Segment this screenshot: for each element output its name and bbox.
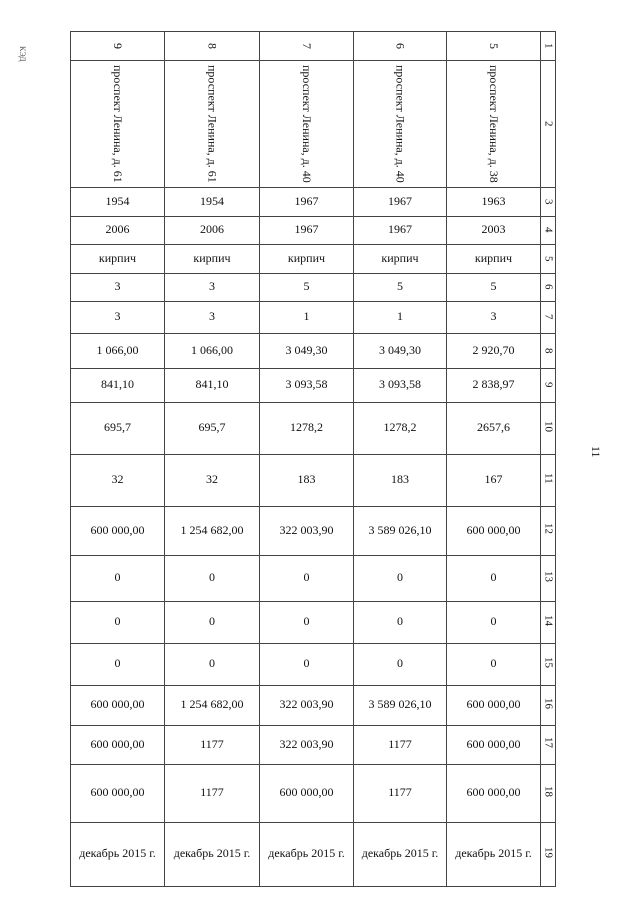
table-cell: 322 003,90 xyxy=(260,506,354,555)
table-cell: 600 000,00 xyxy=(447,764,541,822)
table-cell: 167 xyxy=(447,454,541,506)
table-row xyxy=(71,187,556,216)
address-cell: проспект Ленина, д. 61 xyxy=(165,61,260,188)
column-number-row xyxy=(71,32,556,61)
row-index-cell: 14 xyxy=(541,601,556,643)
table-cell: 0 xyxy=(71,601,165,643)
table-row xyxy=(71,216,556,244)
table-cell: 841,10 xyxy=(165,368,260,402)
table-row xyxy=(71,506,556,555)
table-cell: 600 000,00 xyxy=(447,725,541,764)
table-cell: 2 920,70 xyxy=(447,333,541,368)
table-cell: 3 xyxy=(165,273,260,301)
table-cell: 2003 xyxy=(447,216,541,244)
row-index-cell: 9 xyxy=(541,368,556,402)
table-cell: кирпич xyxy=(71,244,165,273)
page-mark: КЭД xyxy=(18,46,27,62)
table-cell: 1963 xyxy=(447,187,541,216)
table-cell: 600 000,00 xyxy=(447,685,541,725)
table-cell: 0 xyxy=(165,601,260,643)
column-number-cell: 7 xyxy=(260,32,354,61)
table-cell: 1 xyxy=(354,301,447,333)
table-cell: 3 xyxy=(71,301,165,333)
row-index-cell: 4 xyxy=(541,216,556,244)
table-cell: 0 xyxy=(354,555,447,601)
table-cell: 0 xyxy=(165,555,260,601)
table-cell: 1 xyxy=(260,301,354,333)
table-cell: 1 254 682,00 xyxy=(165,685,260,725)
address-cell: проспект Ленина, д. 40 xyxy=(260,61,354,188)
table-row xyxy=(71,822,556,886)
table-cell: 3 xyxy=(71,273,165,301)
table-cell: 1177 xyxy=(354,725,447,764)
row-index-cell: 13 xyxy=(541,555,556,601)
row-index-cell: 17 xyxy=(541,725,556,764)
column-number-cell: 6 xyxy=(354,32,447,61)
table-cell: 1967 xyxy=(260,187,354,216)
table-cell: 1967 xyxy=(354,187,447,216)
table-cell: 1278,2 xyxy=(354,402,447,454)
row-index-cell: 2 xyxy=(541,61,556,188)
building-data-table xyxy=(70,31,556,887)
row-index-cell: 15 xyxy=(541,643,556,685)
table-cell: 32 xyxy=(165,454,260,506)
address-cell: проспект Ленина, д. 40 xyxy=(354,61,447,188)
table-row xyxy=(71,643,556,685)
table-cell: декабрь 2015 г. xyxy=(354,822,447,886)
table-cell: декабрь 2015 г. xyxy=(71,822,165,886)
table-cell: кирпич xyxy=(354,244,447,273)
table-cell: декабрь 2015 г. xyxy=(165,822,260,886)
table-cell: 3 093,58 xyxy=(354,368,447,402)
table-cell: 1 066,00 xyxy=(71,333,165,368)
table-cell: кирпич xyxy=(260,244,354,273)
table-cell: 0 xyxy=(354,601,447,643)
table-cell: 2657,6 xyxy=(447,402,541,454)
table-row xyxy=(71,301,556,333)
row-index-cell: 3 xyxy=(541,187,556,216)
table-cell: 841,10 xyxy=(71,368,165,402)
table-cell: 2 838,97 xyxy=(447,368,541,402)
table-cell: 600 000,00 xyxy=(71,685,165,725)
table-cell: 0 xyxy=(71,643,165,685)
table-cell: 0 xyxy=(354,643,447,685)
row-index-cell: 6 xyxy=(541,273,556,301)
table-row xyxy=(71,685,556,725)
table-cell: 0 xyxy=(260,643,354,685)
table-cell: 0 xyxy=(447,555,541,601)
table-cell: 3 049,30 xyxy=(354,333,447,368)
row-index-cell: 11 xyxy=(541,454,556,506)
row-index-cell: 12 xyxy=(541,506,556,555)
table-cell: 0 xyxy=(260,555,354,601)
table-cell: 695,7 xyxy=(165,402,260,454)
table-row xyxy=(71,764,556,822)
table-cell: 1967 xyxy=(260,216,354,244)
row-index-cell: 5 xyxy=(541,244,556,273)
table-cell: 0 xyxy=(165,643,260,685)
table-cell: 1177 xyxy=(165,725,260,764)
table-cell: 1177 xyxy=(354,764,447,822)
address-cell: проспект Ленина, д. 61 xyxy=(71,61,165,188)
table-row xyxy=(71,273,556,301)
table-cell: 3 093,58 xyxy=(260,368,354,402)
table-cell: 3 xyxy=(447,301,541,333)
table-cell: 600 000,00 xyxy=(71,764,165,822)
table-cell: декабрь 2015 г. xyxy=(260,822,354,886)
table-cell: 0 xyxy=(447,643,541,685)
column-number-cell: 9 xyxy=(71,32,165,61)
table-cell: кирпич xyxy=(165,244,260,273)
table-cell: 32 xyxy=(71,454,165,506)
table-row xyxy=(71,333,556,368)
table-row xyxy=(71,368,556,402)
table-cell: 1177 xyxy=(165,764,260,822)
table-cell: 1954 xyxy=(165,187,260,216)
table-cell: 600 000,00 xyxy=(447,506,541,555)
table-cell: 0 xyxy=(447,601,541,643)
table-cell: 0 xyxy=(260,601,354,643)
table-cell: 1954 xyxy=(71,187,165,216)
table-cell: 1 254 682,00 xyxy=(165,506,260,555)
table-cell: 3 xyxy=(165,301,260,333)
table-cell: декабрь 2015 г. xyxy=(447,822,541,886)
table-row xyxy=(71,454,556,506)
row-index-cell: 19 xyxy=(541,822,556,886)
table-cell: 1278,2 xyxy=(260,402,354,454)
table-cell: 322 003,90 xyxy=(260,725,354,764)
table-cell: 3 589 026,10 xyxy=(354,506,447,555)
row-index-cell: 7 xyxy=(541,301,556,333)
table-cell: 2006 xyxy=(71,216,165,244)
table-cell: 3 049,30 xyxy=(260,333,354,368)
table-row xyxy=(71,244,556,273)
row-index-cell: 8 xyxy=(541,333,556,368)
column-number-cell: 8 xyxy=(165,32,260,61)
column-number-cell: 5 xyxy=(447,32,541,61)
table-row xyxy=(71,725,556,764)
row-index-cell: 18 xyxy=(541,764,556,822)
table-row xyxy=(71,555,556,601)
table-cell: 183 xyxy=(260,454,354,506)
address-row xyxy=(71,61,556,188)
table-cell: 322 003,90 xyxy=(260,685,354,725)
table-cell: кирпич xyxy=(447,244,541,273)
table-cell: 2006 xyxy=(165,216,260,244)
row-index-cell: 16 xyxy=(541,685,556,725)
table-row xyxy=(71,601,556,643)
table-cell: 0 xyxy=(71,555,165,601)
page-number: 11 xyxy=(589,446,603,458)
table-cell: 5 xyxy=(260,273,354,301)
table-cell: 600 000,00 xyxy=(71,725,165,764)
table-cell: 1967 xyxy=(354,216,447,244)
table-row xyxy=(71,402,556,454)
row-index-cell: 1 xyxy=(541,32,556,61)
table-cell: 695,7 xyxy=(71,402,165,454)
table-cell: 600 000,00 xyxy=(260,764,354,822)
table-cell: 600 000,00 xyxy=(71,506,165,555)
table-cell: 5 xyxy=(447,273,541,301)
table-cell: 1 066,00 xyxy=(165,333,260,368)
table-cell: 183 xyxy=(354,454,447,506)
table-cell: 5 xyxy=(354,273,447,301)
address-cell: проспект Ленина, д. 38 xyxy=(447,61,541,188)
row-index-cell: 10 xyxy=(541,402,556,454)
table-cell: 3 589 026,10 xyxy=(354,685,447,725)
